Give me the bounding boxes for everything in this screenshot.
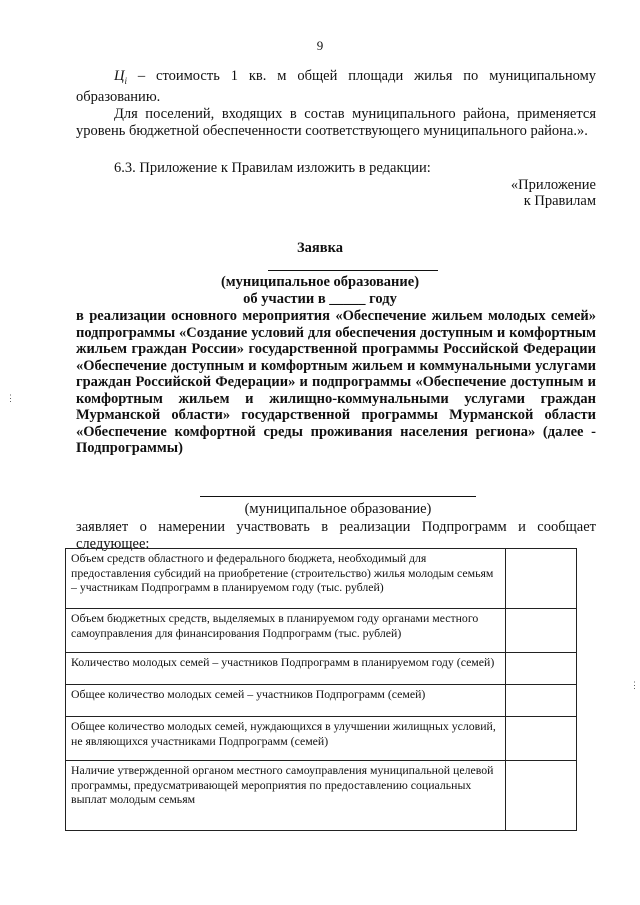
table-row (66, 685, 577, 717)
table-row-value (506, 549, 577, 609)
scan-mark-2: ⋮ (630, 680, 639, 690)
table-row-value (506, 717, 577, 761)
appendix-line-2: к Правилам (523, 193, 596, 209)
table-row-value (506, 653, 577, 685)
table-row-label: Количество молодых семей – участников Подпрограмм в планируемом году (семей) (66, 653, 506, 685)
table-row (66, 609, 577, 653)
table-row-label: Объем средств областного и федерального бюджета, необходимый для предоставления субсидий на приобретение (строительство) жилья молодым семьям – участникам Подпрограмм в планируемом году (тыс. рублей) (66, 549, 506, 609)
participation-year-line: об участии в _____ году (243, 291, 397, 307)
table-row-label: Общее количество молодых семей, нуждающихся в улучшении жилищных условий, не являющихся участниками Подпрограмм (семей) (66, 717, 506, 761)
appendix-line-1: «Приложение (510, 177, 596, 193)
table-row-label: Наличие утвержденной органом местного самоуправления муниципальной целевой программы, предусматривающей мероприятия по предоставлению социальных выплат молодым семьям (66, 761, 506, 831)
table-row-value (506, 685, 577, 717)
table-row-label: Объем бюджетных средств, выделяемых в планируемом году органами местного самоуправления для финансирования Подпрограмм (тыс. рублей) (66, 609, 506, 653)
table-row (66, 761, 577, 831)
definition-paragraph (76, 68, 596, 106)
municipality-blank-line (268, 270, 438, 271)
table-row-value (506, 761, 577, 831)
application-main-text: в реализации основного мероприятия «Обеспечение жильем молодых семей» подпрограммы «Создание условий для обеспечения доступным и комфортным жильем граждан России» государственной программы Российской Федерации «Обеспечение доступным и комфортным жильем и коммунальными услугами граждан Российской Федерации» и подпрограммы «Обеспечение доступным и комфортным жильем и жилищно-коммунальными услугами граждан Мурманской области» государственной программы Мурманской области «Обеспечение комфортной среды проживания населения региона» (далее - Подпрограммы) (76, 308, 596, 456)
settlements-paragraph: Для поселений, входящих в состав муниципального района, применяется уровень бюджетной обеспеченности соответствующего муниципального района.». (76, 106, 596, 139)
definition-text: – стоимость 1 кв. м общей площади жилья по муниципальному образованию. (76, 68, 596, 106)
declares-text: заявляет о намерении участвовать в реализации Подпрограмм и сообщает следующее: (76, 519, 596, 552)
scan-mark: ⋮ (6, 393, 15, 403)
document-title: Заявка (297, 240, 343, 256)
section-6-3: 6.3. Приложение к Правилам изложить в редакции: (114, 160, 431, 176)
application-table (65, 548, 577, 831)
table-row-label: Общее количество молодых семей – участников Подпрограмм (семей) (66, 685, 506, 717)
table-row (66, 549, 577, 609)
municipality-label-bold: (муниципальное образование) (220, 274, 420, 290)
definition-symbol: Ц (114, 68, 125, 84)
municipality-label: (муниципальное образование) (244, 501, 432, 517)
table-row (66, 653, 577, 685)
definition-subscript: i (124, 75, 127, 86)
table-row-value (506, 609, 577, 653)
page-number: 9 (316, 38, 324, 53)
municipality-blank-line-2 (200, 496, 476, 497)
table-row (66, 717, 577, 761)
